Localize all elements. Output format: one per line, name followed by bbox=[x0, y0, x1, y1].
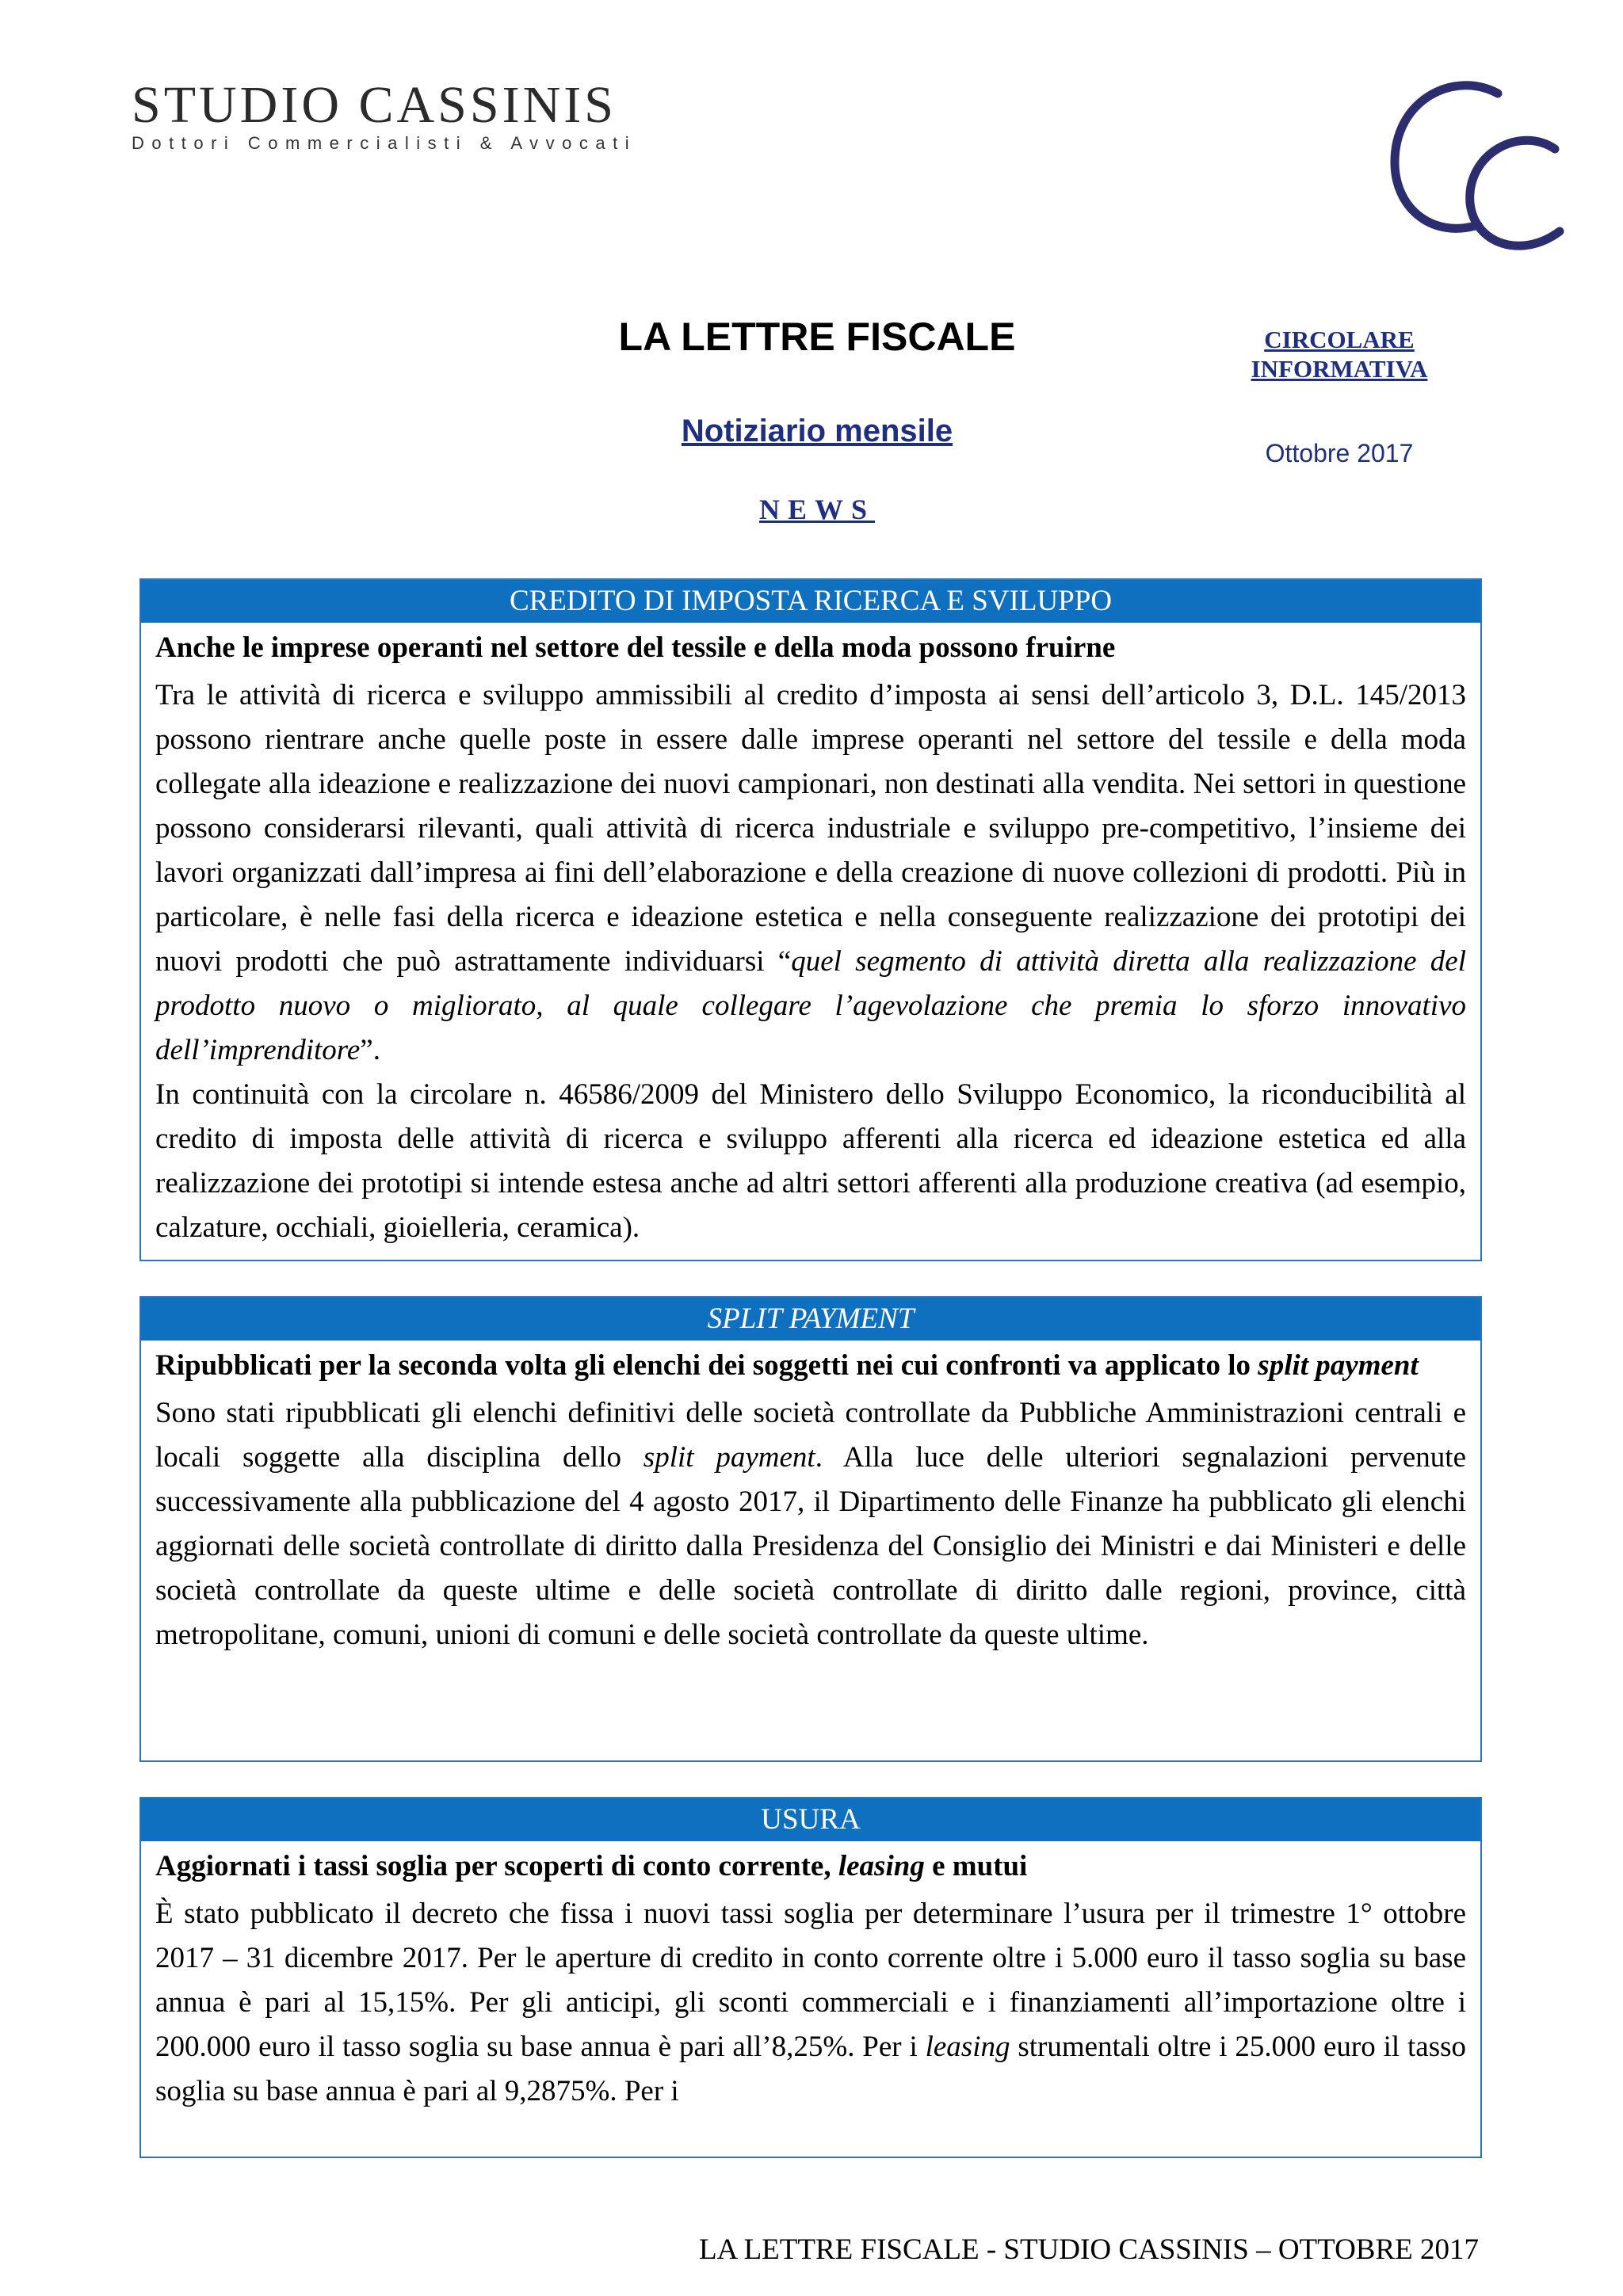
news-label: NEWS bbox=[758, 494, 876, 525]
subheading-italic: split payment bbox=[1258, 1349, 1419, 1382]
subheading-text: e mutui bbox=[924, 1850, 1028, 1882]
section-subheading: Anche le imprese operanti nel settore del tessile e della moda possono fruirne bbox=[155, 631, 1116, 664]
paragraph-text: . Alla luce delle ulteriori segnalazioni pervenute successivamente alla pubblicazione del 4 agosto 2017, il Dipartimento delle Finanze ha pubblicato gli elenchi aggiornati delle società controllate di diritto dalla Presidenza del Consiglio dei Ministri e dai Ministeri e delle società controllate da queste ultime e delle società controllate di diritto dalle regioni, province, città metropolitane, comuni, unioni di comuni e delle società controllate da queste ultime. bbox=[155, 1441, 1466, 1651]
paragraph-text: ”. bbox=[360, 1034, 380, 1066]
section-subheading bbox=[155, 1344, 1466, 1388]
circolare-line1: CIRCOLARE bbox=[1264, 326, 1415, 353]
section-header: CREDITO DI IMPOSTA RICERCA E SVILUPPO bbox=[141, 580, 1480, 623]
paragraph-text: Tra le attività di ricerca e sviluppo ammissibili al credito d’imposta ai sensi dell’articolo 3, D.L. 145/2013 possono rientrare anche quelle poste in essere dalle imprese operanti nel settore del tessile e della moda collegate alla ideazione e realizzazione dei nuovi campionari, non destinati alla vendita. Nei settori in questione possono considerarsi rilevanti, quali attività di ricerca industriale e sviluppo pre-competitivo, l’insieme dei lavori organizzati dall’impresa ai fini dell’elaborazione e della creazione di nuove collezioni di prodotti. Più in particolare, è nelle fasi della ricerca e ideazione estetica e nella conseguente realizzazione dei prototipi dei nuovi prodotti che può astrattamente individuarsi “ bbox=[155, 679, 1466, 978]
firm-name: STUDIO CASSINIS bbox=[132, 76, 617, 134]
subheading-text: Aggiornati i tassi soglia per scoperti di conto corrente, bbox=[155, 1850, 838, 1882]
section-paragraph bbox=[155, 673, 1466, 1073]
letterhead bbox=[132, 76, 637, 154]
circolare-label bbox=[1212, 325, 1466, 383]
section-paragraph bbox=[155, 1892, 1466, 2114]
issue-date: Ottobre 2017 bbox=[1265, 439, 1414, 467]
section-header-text: SPLIT PAYMENT bbox=[707, 1302, 915, 1335]
page-footer: LA LETTRE FISCALE - STUDIO CASSINIS – OTTOBRE 2017 bbox=[699, 2233, 1479, 2266]
subheading-italic: leasing bbox=[838, 1850, 925, 1882]
quoted-text: quel segmento di attività diretta alla realizzazione del prodotto nuovo o migliorato, al quale collegare l’agevolazione che premia lo sforzo innovativo dell’imprenditore bbox=[155, 945, 1466, 1066]
section-paragraph bbox=[155, 1391, 1466, 1657]
section-header bbox=[141, 1298, 1480, 1341]
subheading-text: Ripubblicati per la seconda volta gli elenchi dei soggetti nei cui confronti va applicato lo bbox=[155, 1349, 1258, 1382]
paragraph-text: È stato pubblicato il decreto che fissa i nuovi tassi soglia per determinare l’usura per il trimestre 1° ottobre 2017 – 31 dicembre 2017. Per le aperture di credito in conto corrente oltre i 5.000 euro il tasso soglia su base annua è pari al 15,15%. Per gli anticipi, gli sconti commerciali e i finanziamenti all’importazione oltre i 200.000 euro il tasso soglia su base annua è pari all’8,25%. Per i bbox=[155, 1897, 1466, 2063]
paragraph-text: Sono stati ripubblicati gli elenchi definitivi delle società controllate da Pubbliche Amministrazioni centrali e locali soggette alla disciplina dello bbox=[155, 1397, 1466, 1474]
section-subheading bbox=[155, 1844, 1466, 1889]
cc-monogram-logo bbox=[1379, 76, 1566, 263]
logo-c-inner bbox=[1470, 140, 1560, 246]
section-usura bbox=[139, 1797, 1482, 2158]
firm-subtitle: Dottori Commercialisti & Avvocati bbox=[132, 133, 637, 153]
section-paragraph: In continuità con la circolare n. 46586/2009 del Ministero dello Sviluppo Economico, la riconducibilità al credito di imposta delle attività di ricerca e sviluppo afferenti alla ricerca ed ideazione estetica ed alla realizzazione dei prototipi si intende estesa anche ad altri settori afferenti alla produzione creativa (ad esempio, calzature, occhiali, gioielleria, ceramica). bbox=[155, 1078, 1466, 1244]
newsletter-title: LA LETTRE FISCALE bbox=[618, 315, 1016, 359]
paragraph-italic: split payment bbox=[643, 1441, 815, 1474]
paragraph-text: strumentali oltre i 25.000 euro il tasso soglia su base annua è pari al 9,2875%. Per i bbox=[155, 2031, 1467, 2107]
paragraph-italic: leasing bbox=[925, 2031, 1010, 2063]
circolare-line2: INFORMATIVA bbox=[1251, 355, 1428, 383]
section-credito-imposta bbox=[139, 578, 1482, 1261]
section-header: USURA bbox=[141, 1798, 1480, 1841]
newsletter-subtitle: Notiziario mensile bbox=[681, 414, 953, 448]
section-split-payment bbox=[139, 1296, 1482, 1762]
